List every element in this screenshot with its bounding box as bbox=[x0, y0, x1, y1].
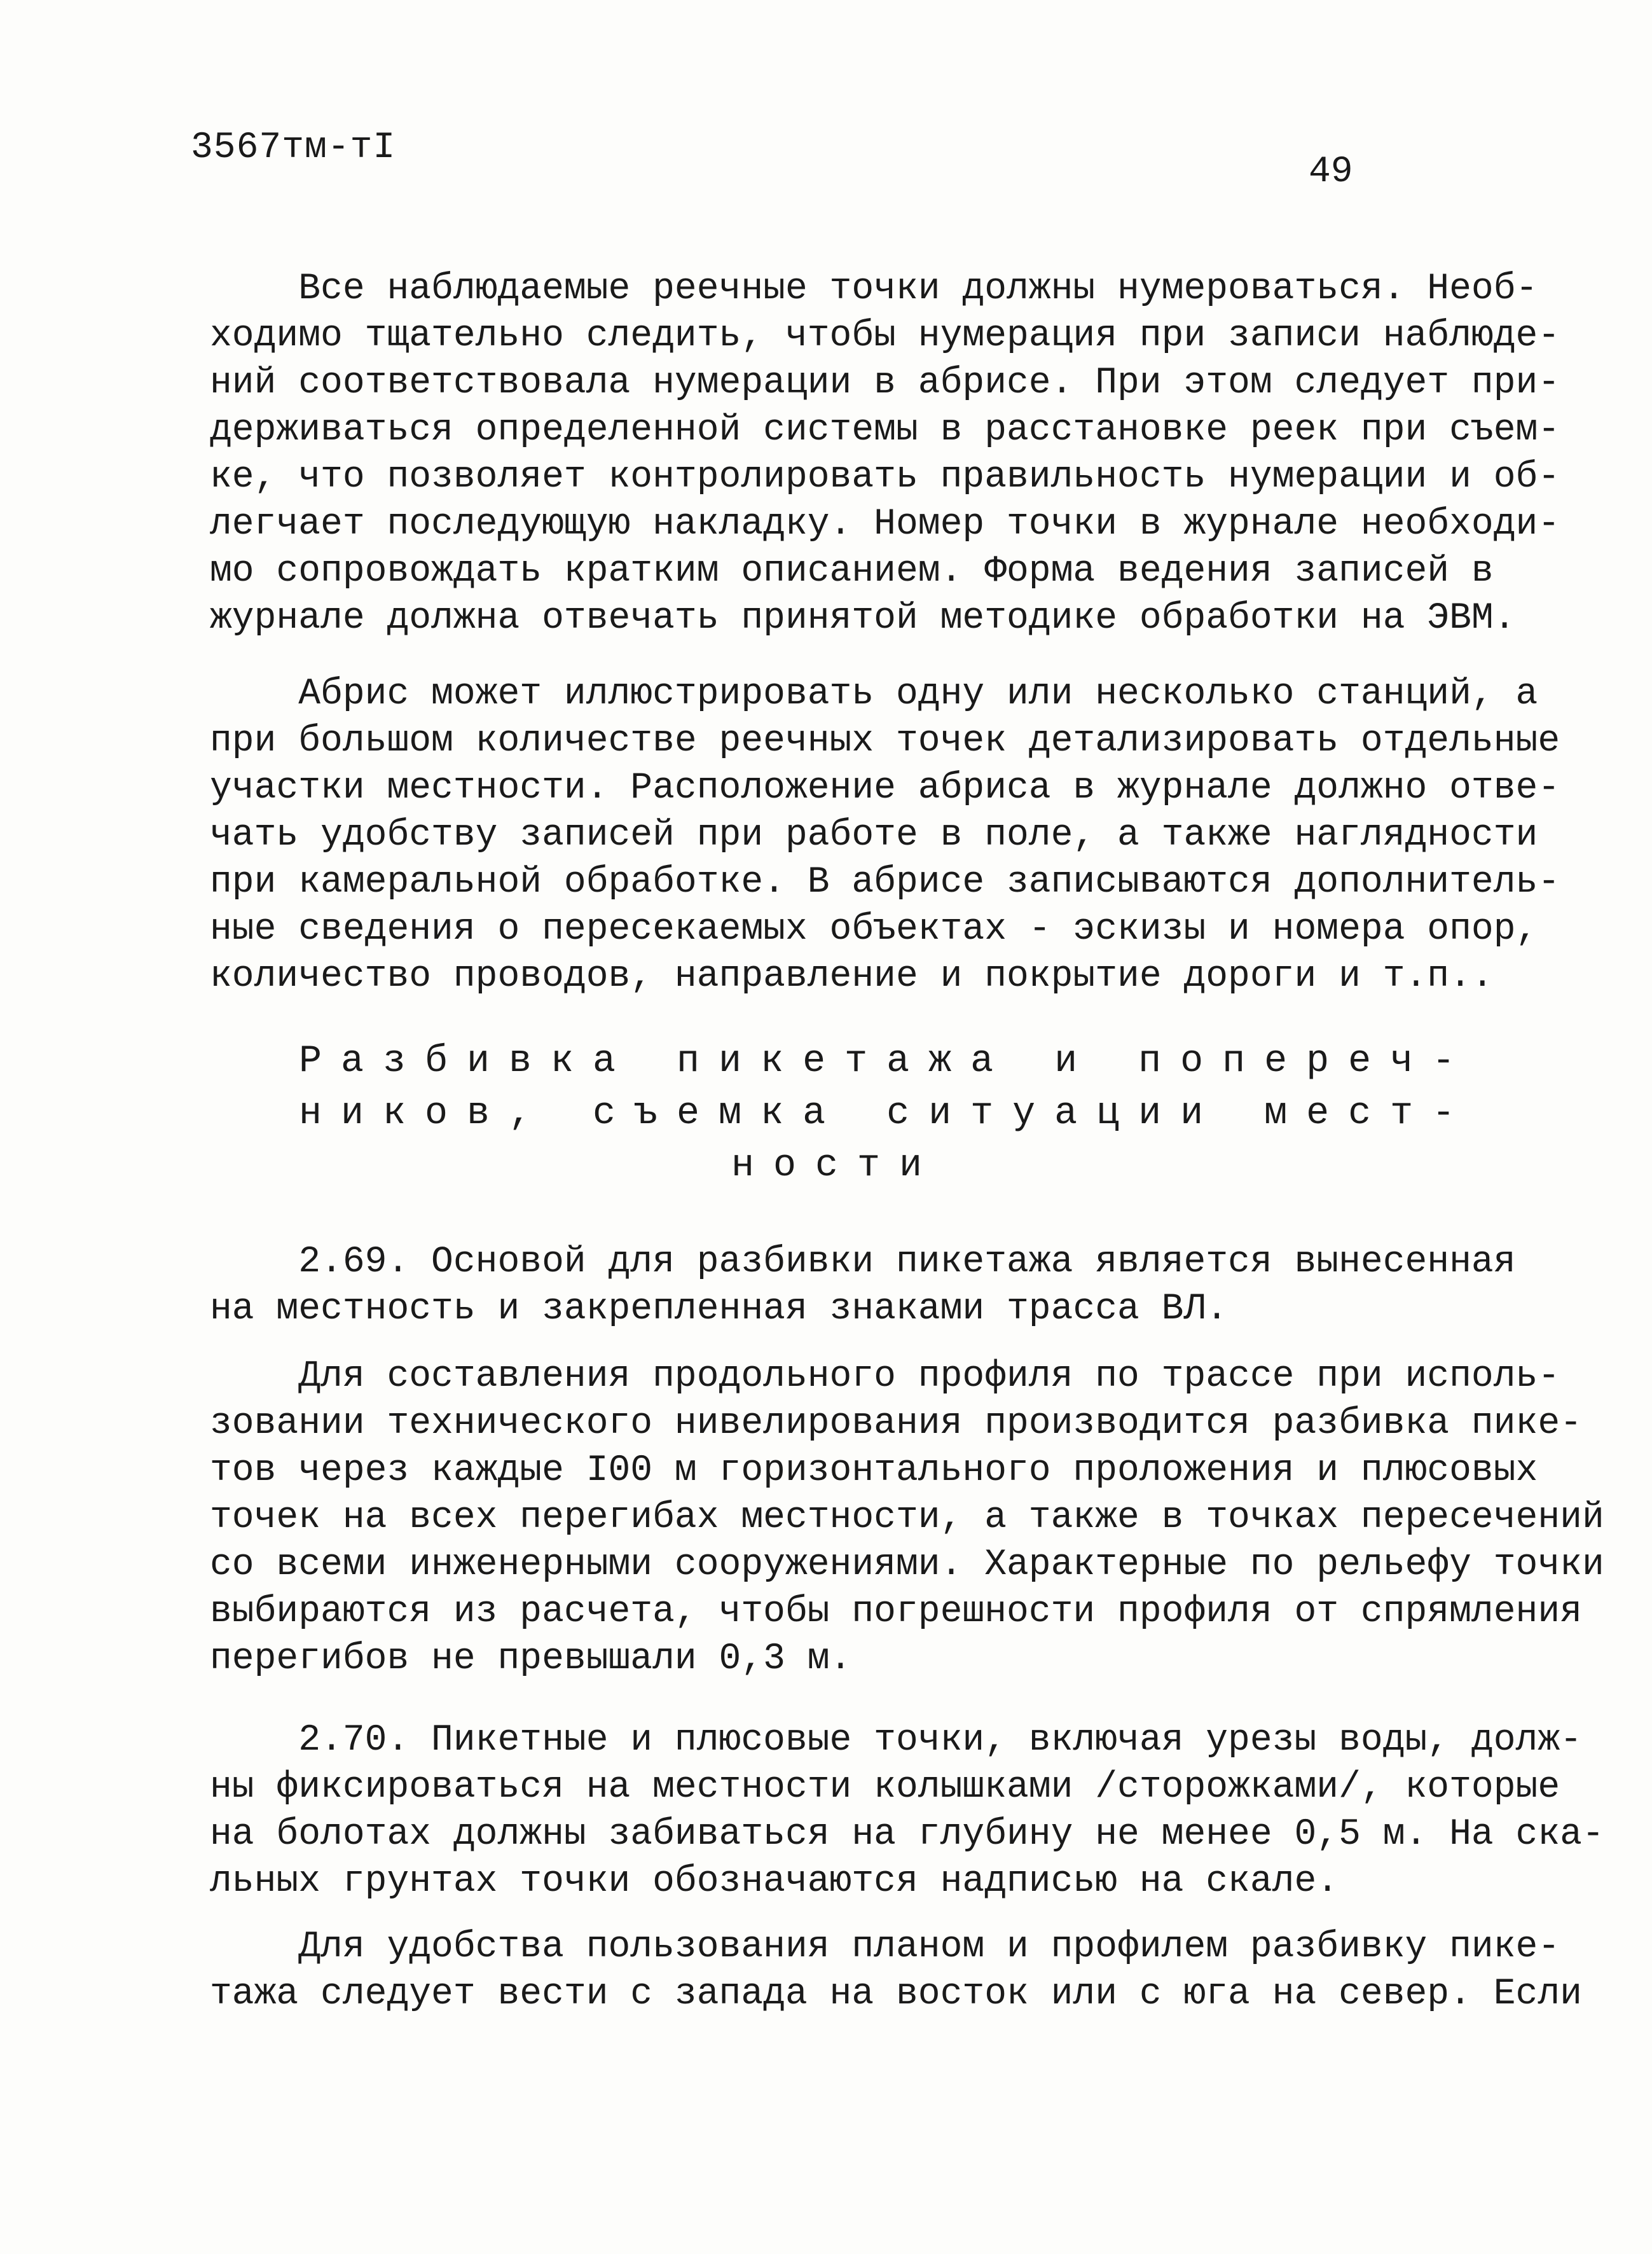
text-line: при камеральной обработке. В абрисе записываются дополнитель- bbox=[210, 862, 1560, 903]
paragraph-2-69 bbox=[210, 1239, 1516, 1333]
paragraph-2-70 bbox=[210, 1717, 1604, 1905]
text-line: перегибов не превышали 0,3 м. bbox=[210, 1638, 852, 1680]
text-line: Для удобства пользования планом и профилем разбивку пике- bbox=[210, 1926, 1560, 1968]
text-line: ний соответствовала нумерации в абрисе. При этом следует при- bbox=[210, 363, 1560, 404]
paragraph-longitudinal-profile bbox=[210, 1353, 1604, 1683]
text-line: ные сведения о пересекаемых объектах - эскизы и номера опор, bbox=[210, 909, 1538, 950]
page-number: 49 bbox=[1309, 151, 1353, 193]
text-line: точек на всех перегибах местности, а также в точках пересечений bbox=[210, 1497, 1604, 1538]
paragraph-abris bbox=[210, 671, 1560, 1000]
text-line: легчает последующую накладку. Номер точки в журнале необходи- bbox=[210, 504, 1560, 545]
text-line: журнале должна отвечать принятой методике обработки на ЭВМ. bbox=[210, 598, 1516, 639]
text-line: при большом количестве реечных точек детализировать отдельные bbox=[210, 721, 1560, 762]
text-line: на местность и закрепленная знаками трасса ВЛ. bbox=[210, 1289, 1229, 1330]
paragraph-stationing-direction bbox=[210, 1924, 1582, 2018]
document-code: 3567тм-тI bbox=[191, 127, 396, 169]
text-line: выбираются из расчета, чтобы погрешности профиля от спрямления bbox=[210, 1591, 1582, 1633]
text-line: держиваться определенной системы в расстановке реек при съем- bbox=[210, 410, 1560, 451]
text-line: 2.69. Основой для разбивки пикетажа является вынесенная bbox=[210, 1241, 1516, 1283]
text-line: Все наблюдаемые реечные точки должны нумероваться. Необ- bbox=[210, 268, 1538, 310]
heading-line: ности bbox=[731, 1144, 942, 1187]
text-line: Абрис может иллюстрировать одну или несколько станций, а bbox=[210, 674, 1538, 715]
text-line: чать удобству записей при работе в поле, а также наглядности bbox=[210, 815, 1538, 856]
text-line: ходимо тщательно следить, чтобы нумерация при записи наблюде- bbox=[210, 315, 1560, 357]
text-line: на болотах должны забиваться на глубину не менее 0,5 м. На ска- bbox=[210, 1814, 1604, 1855]
paragraph-point-numbering bbox=[210, 266, 1560, 642]
text-line: мо сопровождать кратким описанием. Форма ведения записей в bbox=[210, 551, 1494, 592]
text-line: тажа следует вести с запада на восток или с юга на север. Если bbox=[210, 1974, 1582, 2015]
text-line: участки местности. Расположение абриса в журнале должно отве- bbox=[210, 768, 1560, 809]
text-line: зовании технического нивелирования производится разбивка пике- bbox=[210, 1403, 1582, 1444]
heading-line: ников, съемка ситуации мест- bbox=[299, 1092, 1475, 1135]
text-line: Для составления продольного профиля по трассе при исполь- bbox=[210, 1356, 1560, 1397]
text-line: ке, что позволяет контролировать правильность нумерации и об- bbox=[210, 457, 1560, 498]
text-line: льных грунтах точки обозначаются надписью на скале. bbox=[210, 1861, 1339, 1902]
heading-line: Разбивка пикетажа и попереч- bbox=[299, 1040, 1475, 1083]
text-line: ны фиксироваться на местности колышками /сторожками/, которые bbox=[210, 1767, 1560, 1808]
text-line: со всеми инженерными сооружениями. Характерные по рельефу точки bbox=[210, 1544, 1604, 1586]
text-line: тов через каждые I00 м горизонтального проложения и плюсовых bbox=[210, 1450, 1538, 1491]
text-line: количество проводов, направление и покрытие дороги и т.п.. bbox=[210, 956, 1494, 997]
text-line: 2.70. Пикетные и плюсовые точки, включая урезы воды, долж- bbox=[210, 1720, 1582, 1761]
section-heading bbox=[299, 1035, 1475, 1192]
